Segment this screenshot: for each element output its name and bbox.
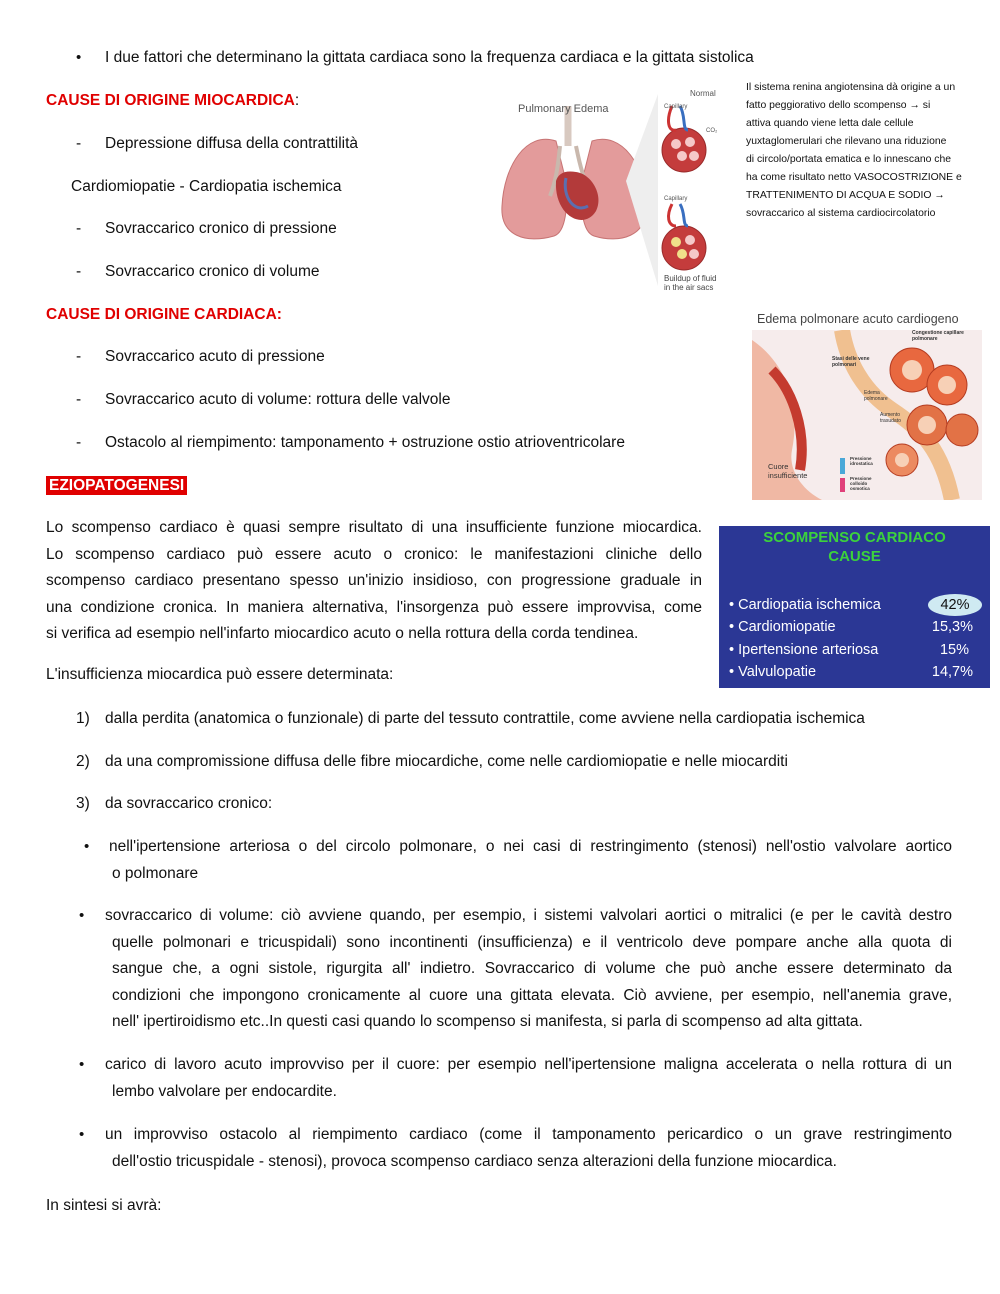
scompenso-cause-box: SCOMPENSO CARDIACO CAUSE • Cardiopatia ischemica 42% • Cardiomiopatie 15,3% • Ipertensione arteriosa 15% • Valvulopatie 14,7% (719, 526, 990, 688)
dash-marker: - (76, 391, 82, 408)
cardiaca-item-2: Sovraccarico acuto di volume: rottura delle valvole (105, 391, 451, 408)
figure2-label-edema: Edema polmonare (864, 390, 888, 402)
heading-cardiaca: CAUSE DI ORIGINE CARDIACA: (46, 306, 282, 323)
list-bullet: • (84, 838, 90, 855)
list-bullet: • (76, 49, 82, 66)
bullet-item-4: un improvviso ostacolo al riempimento cardiaco (come il tamponamento pericardico o un grave restringimento dell'ostio tricuspidale - stenosi), provoca scompenso cardiaco senza alterazioni della funzione miocardica. (105, 1126, 952, 1170)
list-number: 1) (76, 710, 90, 727)
cardiaca-item-1: Sovraccarico acuto di pressione (105, 348, 325, 365)
cardiaca-item-3: Ostacolo al riempimento: tamponamento + ostruzione ostio atrioventricolare (105, 434, 625, 451)
dash-marker: - (76, 135, 82, 152)
edema-cardiogeno-figure (752, 308, 982, 500)
pulmonary-edema-figure (496, 86, 726, 296)
miocardica-item-1: Depressione diffusa della contrattilità (105, 135, 359, 152)
list-bullet: • (79, 907, 85, 924)
figure1-capillary-label: Capillary (664, 104, 688, 110)
dash-marker: - (76, 263, 82, 280)
pulmonary-edema-illustration (496, 86, 726, 296)
numbered-item-2: da una compromissione diffusa delle fibre miocardiche, come nelle cardiomiopatie e nelle miocarditi (105, 753, 788, 770)
figure2-label-congestione: Congestione capillare polmonare (912, 330, 964, 342)
numbered-item-3: da sovraccarico cronico: (105, 795, 273, 812)
figure2-label-aumento: Aumento trasudato (880, 412, 901, 424)
insufficienza-intro: L'insufficienza miocardica può essere determinata: (46, 666, 394, 683)
miocardica-item-3: Sovraccarico cronico di volume (105, 263, 320, 280)
dash-marker: - (76, 434, 82, 451)
list-number: 2) (76, 753, 90, 770)
bullet-item-3: carico di lavoro acuto improvviso per il cuore: per esempio nell'ipertensione maligna accelerata o nella rottura di un lembo valvolare per endocardite. (105, 1056, 952, 1100)
figure1-buildup-label: Buildup of fluid in the air sacs (664, 274, 717, 292)
figure1-capillary-label: Capillary (664, 196, 688, 202)
figure1-normal-label: Normal (690, 89, 716, 98)
figure2-label-idrostatica: Pressione idrostatica (850, 456, 873, 466)
cause-box-title: SCOMPENSO CARDIACO (763, 529, 946, 546)
figure1-title: Pulmonary Edema (518, 103, 609, 115)
cause-box-subtitle: CAUSE (828, 548, 881, 565)
sintesi-line: In sintesi si avrà: (46, 1197, 162, 1214)
figure2-label-stasi: Stasi delle vene polmonari (832, 356, 870, 368)
bullet-item-1: nell'ipertensione arteriosa o del circolo polmonare, o nei casi di restringimento (stenosi) nell'ostio valvolare aortico o polmonare (109, 838, 952, 882)
figure2-label-colloido: Pressione colloido osmotica (850, 476, 872, 491)
intro-bullet-text: I due fattori che determinano la gittata cardiaca sono la frequenza cardiaca e la gittata sistolica (105, 49, 754, 66)
miocardica-subline: Cardiomiopatie - Cardiopatia ischemica (71, 178, 342, 195)
eziopatogenesi-paragraph: Lo scompenso cardiaco è quasi sempre risultato di una insufficiente funzione miocardica. Lo scompenso cardiaco può essere acuto o cronico: le manifestazioni cliniche dello scompenso cardiaco presentano spesso un'inizio insidioso, con progressione graduale in una condizione cronica. In maniera alternativa, l'insorgenza può essere improvvisa, come si verifica ad esempio nell'infarto miocardico acuto o nella rottura della corda tendinea. (46, 519, 702, 642)
list-number: 3) (76, 795, 90, 812)
list-bullet: • (79, 1126, 85, 1143)
heading-miocardica: CAUSE DI ORIGINE MIOCARDICA: (46, 92, 300, 109)
miocardica-item-2: Sovraccarico cronico di pressione (105, 220, 337, 237)
highlight-pill: 42% (928, 594, 982, 616)
bullet-item-2: sovraccarico di volume: ciò avviene quando, per esempio, i sistemi valvolari aortici o mitralici (e per le cavità destro quelle polmonari e tricuspidali) sono incontinenti (insufficienza) e il ventricolo deve pompare anche alla quota di sangue che, a ogni sistole, rigurgita all' indietro. Sovraccarico di volume che può anche essere determinato da condizioni che impongono cronicamente al cuore una gittata elevata. Ciò avviene, per esempio, nell'anemia grave, nell' ipertiroidismo etc..In questi casi quando lo scompenso si manifesta, si parla di scompenso ad alta gittata. (105, 907, 952, 1030)
dash-marker: - (76, 348, 82, 365)
numbered-item-1: dalla perdita (anatomica o funzionale) di parte del tessuto contrattile, come avviene nella cardiopatia ischemica (105, 710, 865, 727)
figure2-title: Edema polmonare acuto cardiogeno (757, 312, 959, 326)
figure1-co2-label: CO₂ (706, 128, 718, 134)
side-note: Il sistema renina angiotensina dà origine a un fatto peggiorativo dello scompenso → si attiva quando viene letta dale cellule yuxtaglomerulari che rilevano una riduzione di circolo/portata ematica e lo innescano che ha come risultato netto VASOCOSTRIZIONE e TRATTENIMENTO DI ACQUA E SODIO → sovraccarico al sistema cardiocircolatorio (746, 82, 962, 219)
figure2-label-cuore: Cuore insufficiente (768, 462, 808, 480)
heading-eziopatogenesi: EZIOPATOGENESI (46, 476, 187, 496)
dash-marker: - (76, 220, 82, 237)
list-bullet: • (79, 1056, 85, 1073)
